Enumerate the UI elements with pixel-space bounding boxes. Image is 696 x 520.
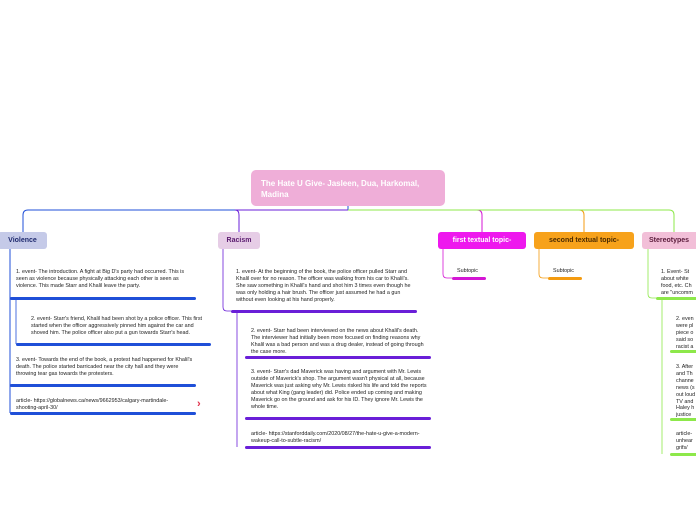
topic-second-textual-label: second textual topic- [548,237,619,244]
topic-first-textual[interactable] [438,232,526,249]
first-subtopic-label: Subtopic [457,268,478,274]
violence-note-3-text: 3. event- Towards the end of the book, a protest had happened for Khalil's death. The police started barricaded near the city hall and they were throwing tear gas towards the protesters. [16,357,193,377]
violence-note-1-text: 1. event- The introduction. A fight at Big D's party had occurred. This is seen as violence because physically attacking each other is seen as violence. This made Starr and Khalil leave the party. [16,269,185,289]
central-topic-title: The Hate U Give- Jasleen, Dua, Harkomal, Madina [261,179,420,199]
first-subtopic-underline [452,277,486,280]
topic-stereotypes-label: Stereotypes [649,237,690,244]
topic-racism-label: Racism [226,237,252,244]
chevron-right-icon[interactable]: › [197,398,201,410]
racism-note-2[interactable] [251,328,429,356]
topic-violence-label: Violence [8,237,37,244]
violence-article-underline [10,412,196,415]
stereotypes-note-2-text: 2. even were pl piece o said so racist a [676,316,694,350]
second-subtopic[interactable] [553,268,574,274]
stereotypes-article-underline [670,453,696,456]
violence-note-3[interactable] [16,357,196,378]
central-topic[interactable] [251,170,445,206]
stereotypes-note-1[interactable] [661,269,696,297]
racism-note-1-text: 1. event- At the beginning of the book, the police officer pulled Starr and Khalil over for no reason. The officer was walking from his car to Khalil's. She saw something in Khalil's hand and shot him 3 times even though he was only holding a hair brush. The officer just assumed he had a gun without even looking at his hand properly. [236,269,411,303]
racism-note-1-underline [231,310,417,313]
stereotypes-note-3-text: 3. After and Th channe news (s out loud TV and Haley h justice [676,364,696,419]
stereotypes-note-3[interactable] [676,364,696,419]
violence-note-2-underline [16,343,211,346]
stereotypes-note-2[interactable] [676,316,696,351]
stereotypes-article-text: article- unhear grifs/ [676,431,693,451]
racism-article[interactable] [251,431,426,445]
topic-second-textual[interactable] [534,232,634,249]
stereotypes-article[interactable] [676,431,696,452]
racism-note-2-underline [245,356,431,359]
first-subtopic[interactable] [457,268,478,274]
racism-note-3[interactable] [251,369,429,410]
violence-note-2[interactable] [31,316,209,337]
topic-racism[interactable] [218,232,260,249]
violence-note-2-text: 2. event- Starr's friend, Khalil had been shot by a police officer. This first started when the officer aggressively pinned him against the car and shoved him. The police officer also put a gun towards Starr's head. [31,316,203,336]
racism-note-3-text: 3. event- Starr's dad Maverick was having and argument with Mr. Lewis outside of Maverick's shop. The argument wasn't physical at all, because Maverick was just asking why Mr. Lewis risked his life and told the reports about what King (gang leader) did. Police ended up coming and making Maverick go on the ground and ask for his ID. They ignore Mr. Lewis the whole time. [251,369,427,410]
violence-article-text: article- https://globalnews.ca/news/9662953/calgary-martindale-shooting-april-30/ [16,398,169,411]
stereotypes-note-1-text: 1. Event- St about white food, etc. Ch are "uncomm [661,269,693,296]
second-subtopic-underline [548,277,582,280]
second-subtopic-label: Subtopic [553,268,574,274]
violence-note-1[interactable] [16,269,194,290]
racism-note-3-underline [245,417,431,420]
topic-stereotypes[interactable] [642,232,696,249]
racism-note-1[interactable] [236,269,414,304]
violence-note-3-underline [10,384,196,387]
violence-article[interactable] [16,398,186,412]
racism-article-text: article- https://stanforddaily.com/2020/08/27/the-hate-u-give-a-modern-wakeup-call-to-subtle-racism/ [251,431,420,444]
racism-article-underline [245,446,431,449]
racism-note-2-text: 2. event- Starr had been interviewed on the news about Khalil's death. The interviewer had initially been more focused on finding reasons why Khalil was a bad person and was a drug dealer, instead of going through the case more. [251,328,424,355]
stereotypes-note-1-underline [656,297,696,300]
topic-first-textual-label: first textual topic- [452,237,512,244]
topic-violence[interactable] [0,232,47,249]
violence-note-1-underline [10,297,196,300]
stereotypes-note-2-underline [670,350,696,353]
stereotypes-note-3-underline [670,418,696,421]
